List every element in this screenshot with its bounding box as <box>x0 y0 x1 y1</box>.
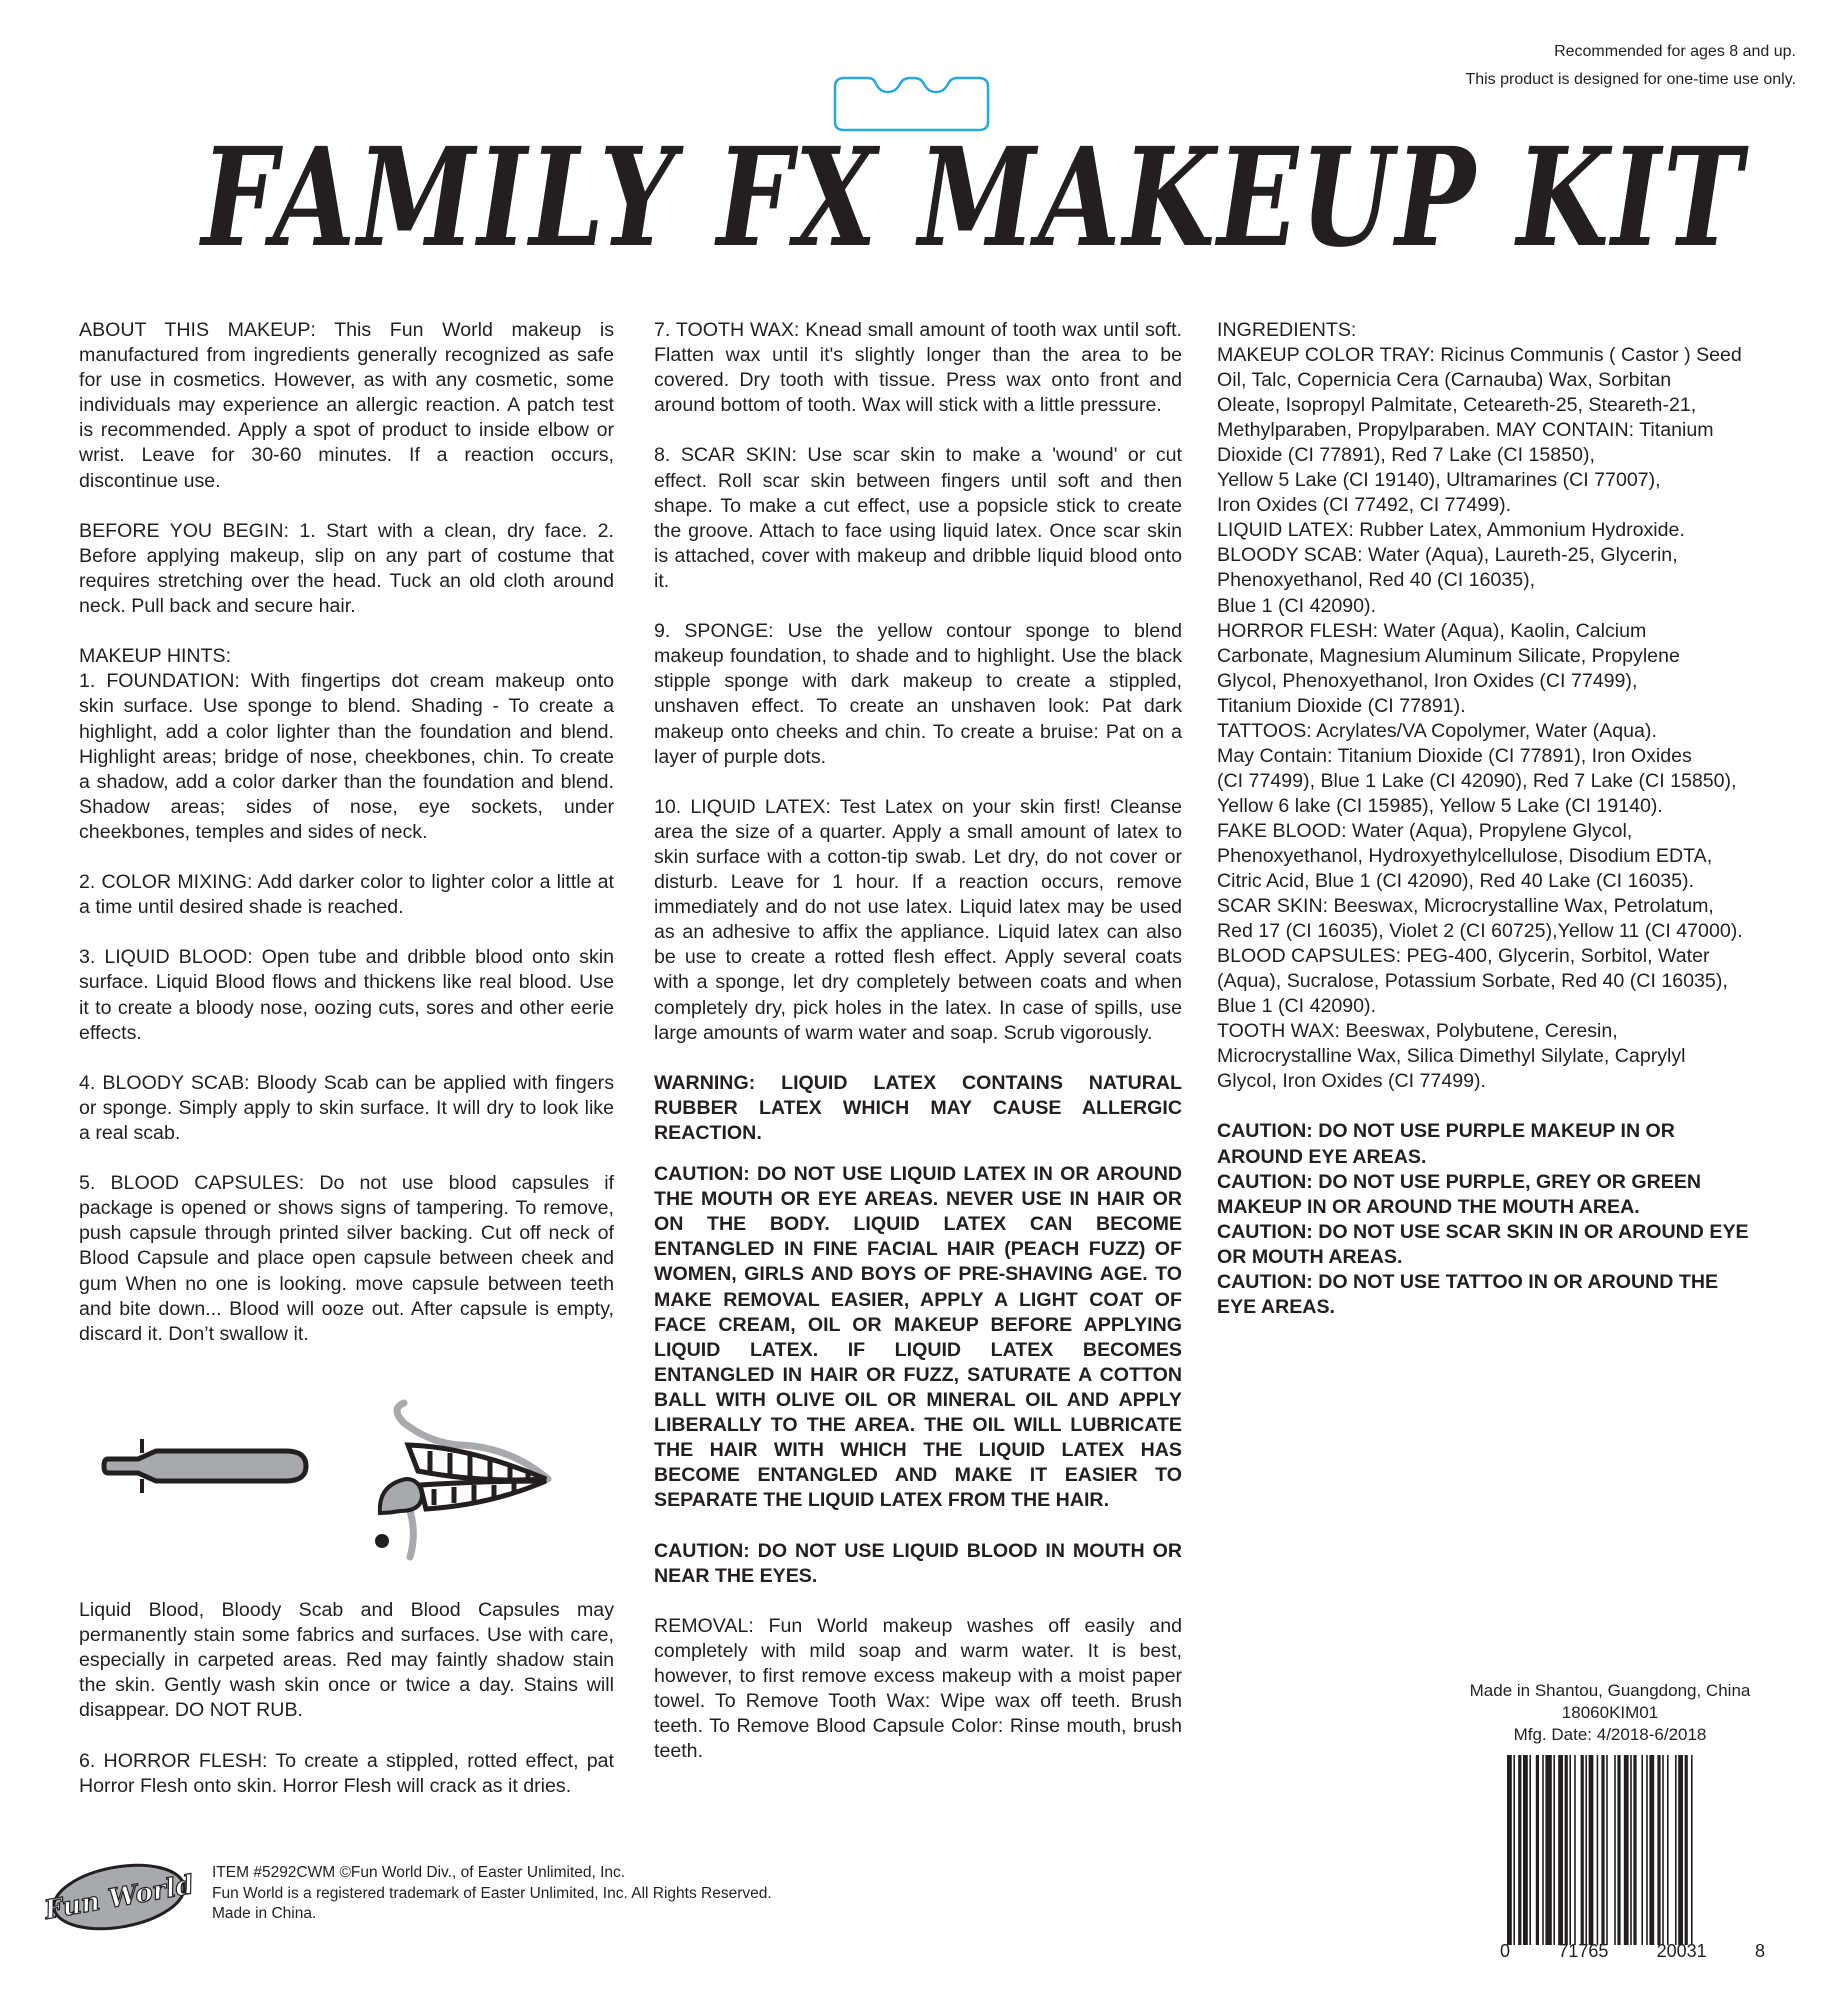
mouth-biting-capsule-icon <box>360 1395 560 1565</box>
ingredient-line: Methylparaben, Propylparaben. MAY CONTAIN: Titanium <box>1217 419 1714 442</box>
ingredient-line: HORROR FLESH: Water (Aqua), Kaolin, Calcium <box>1217 619 1647 642</box>
barcode-bar <box>1624 1755 1629 1945</box>
latex-caution: CAUTION: DO NOT USE LIQUID LATEX IN OR AROUND THE MOUTH OR EYE AREAS. NEVER USE IN HAIR OR ON THE BODY. LIQUID LATEX CAN BECOME ENTANGLED IN FINE FACIAL HAIR (PEACH FUZZ) OF WOMEN, GIRLS AND BOYS OF PRE-SHAVING AGE. TO MAKE REMOVAL EASIER, APPLY A LIGHT COAT OF FACE CREAM, OIL OR MAKEUP BEFORE APPLYING LIQUID LATEX. IF LIQUID LATEX BECOMES ENTANGLED IN HAIR OR FUZZ, SATURATE A COTTON BALL WITH OLIVE OIL OR MINERAL OIL AND APPLY LIBERALLY TO THE AREA. THE OIL WILL LUBRICATE THE HAIR WITH WHICH THE LIQUID LATEX HAS BECOME ENTANGLED AND MAKE IT EASIER TO SEPARATE THE LIQUID LATEX FROM THE HAIR. <box>654 1163 1182 1512</box>
barcode-bar <box>1513 1755 1515 1945</box>
makeup-hints-heading: MAKEUP HINTS: <box>79 645 232 668</box>
barcode-bar <box>1507 1755 1512 1945</box>
barcode-bar <box>1565 1755 1568 1945</box>
barcode-bar <box>1641 1755 1643 1945</box>
barcode-bar <box>1678 1755 1683 1945</box>
ingredient-line: MAKEUP COLOR TRAY: Ricinus Communis ( Castor ) Seed <box>1217 344 1742 367</box>
ingredients-list <box>1217 343 1752 1094</box>
ingredient-line: Blue 1 (CI 42090). <box>1217 995 1377 1018</box>
ingredient-line: Yellow 6 lake (CI 15985), Yellow 5 Lake (CI 19140). <box>1217 794 1663 817</box>
caution-block <box>1217 1119 1752 1319</box>
ingredient-line: Red 17 (CI 16035), Violet 2 (CI 60725),Yellow 11 (CI 47000). <box>1217 920 1743 943</box>
barcode-bar <box>1597 1755 1599 1945</box>
fun-world-logo <box>42 1862 197 1932</box>
foundation-paragraph: 1. FOUNDATION: With fingertips dot cream makeup onto skin surface. Use sponge to blend. Shading - To create a highlight, add a color lighter than the foundation and blend. Highlight areas; bridge of nose, cheekbones, chin. To create a shadow, add a color darker than the foundation and blend. Shadow areas; sides of nose, eye sockets, under cheekbones, temples and sides of neck. <box>79 670 614 843</box>
item-number-line: ITEM #5292CWM ©Fun World Div., of Easter Unlimited, Inc. <box>212 1864 626 1881</box>
ingredient-line: Microcrystalline Wax, Silica Dimethyl Silylate, Caprylyl <box>1217 1045 1686 1068</box>
trademark-line: Fun World is a registered trademark of Easter Unlimited, Inc. All Rights Reserved. <box>212 1884 772 1902</box>
barcode-bar <box>1675 1755 1677 1945</box>
barcode-bar <box>1630 1755 1632 1945</box>
ingredient-line: LIQUID LATEX: Rubber Latex, Ammonium Hydroxide. <box>1217 519 1685 542</box>
ingredient-line: TOOTH WAX: Beeswax, Polybutene, Ceresin, <box>1217 1020 1618 1043</box>
lot-code: 18060KIM01 <box>1561 1703 1659 1722</box>
barcode-bar <box>1691 1755 1693 1945</box>
blood-capsules-paragraph: 5. BLOOD CAPSULES: Do not use blood capsules if package is opened or shows signs of tampering. To remove, push capsule through printed silver backing. Cut off neck of Blood Capsule and place open capsule between cheek and gum When no one is looking. move capsule between teeth and bite down... Blood will ooze out. After capsule is empty, discard it. Don’t swallow it. <box>79 1172 614 1345</box>
instructions-column-1 <box>79 318 614 1372</box>
about-paragraph: ABOUT THIS MAKEUP: This Fun World makeup is manufactured from ingredients generally recognized as safe for use in cosmetics. However, as with any cosmetic, some individuals may experience an allergic reaction. A patch test is recommended. Apply a spot of product to inside elbow or wrist. Leave for 30-60 minutes. If a reaction occurs, discontinue use. <box>79 319 614 492</box>
barcode-bar <box>1649 1755 1654 1945</box>
removal-paragraph: REMOVAL: Fun World makeup washes off easily and completely with mild soap and warm water. It is best, however, to first remove excess makeup with a moist paper towel. To Remove Tooth Wax: Wipe wax off teeth. Brush teeth. To Remove Blood Capsule Color: Rinse mouth, brush teeth. <box>654 1614 1182 1763</box>
barcode-bar <box>1685 1755 1688 1945</box>
ingredient-line: Iron Oxides (CI 77492, CI 77499). <box>1217 494 1512 517</box>
ingredient-line: Yellow 5 Lake (CI 19140), Ultramarines (CI 77007), <box>1217 469 1661 492</box>
ingredient-line: Carbonate, Magnesium Aluminum Silicate, Propylene <box>1217 644 1680 667</box>
barcode-bar <box>1585 1755 1587 1945</box>
liquid-blood-caution: CAUTION: DO NOT USE LIQUID BLOOD IN MOUTH OR NEAR THE EYES. <box>654 1539 1182 1587</box>
page-title: FAMILY FX MAKEUP KIT <box>201 118 1745 278</box>
barcode-bar <box>1617 1755 1620 1945</box>
barcode-digit-group: 0 <box>1500 1941 1511 1961</box>
barcode-bar <box>1558 1755 1563 1945</box>
caution-tattoo: CAUTION: DO NOT USE TATTOO IN OR AROUND THE EYE AREAS. <box>1217 1270 1719 1318</box>
barcode-digit-group: 71765 <box>1558 1941 1609 1961</box>
ingredient-line: BLOODY SCAB: Water (Aqua), Laureth-25, Glycerin, <box>1217 544 1678 567</box>
ingredient-line: FAKE BLOOD: Water (Aqua), Propylene Glycol, <box>1217 819 1633 842</box>
ingredient-line: SCAR SKIN: Beeswax, Microcrystalline Wax, Petrolatum, <box>1217 895 1714 918</box>
barcode-bar <box>1581 1755 1584 1945</box>
barcode-bar <box>1553 1755 1555 1945</box>
ingredient-line: (Aqua), Sucralose, Potassium Sorbate, Red 40 (CI 16035), <box>1217 970 1728 993</box>
instructions-column-1-lower <box>79 1598 614 1824</box>
barcode-digits <box>1500 1941 1765 1962</box>
barcode-bar <box>1657 1755 1660 1945</box>
top-notes <box>1196 38 1796 94</box>
use-note: This product is designed for one-time use only. <box>1465 71 1796 88</box>
barcode-bar <box>1574 1755 1576 1945</box>
barcode-bar <box>1667 1755 1669 1945</box>
ingredient-line: (CI 77499), Blue 1 Lake (CI 42090), Red 7 Lake (CI 15850), <box>1217 769 1737 792</box>
made-in-text: Made in Shantou, Guangdong, China <box>1469 1681 1751 1700</box>
mfg-date: Mfg. Date: 4/2018-6/2018 <box>1513 1725 1707 1744</box>
ingredient-line: May Contain: Titanium Dioxide (CI 77891), Iron Oxides <box>1217 744 1692 767</box>
ingredient-line: Glycol, Phenoxyethanol, Iron Oxides (CI 77499), <box>1217 669 1638 692</box>
ingredient-line: Phenoxyethanol, Red 40 (CI 16035), <box>1217 569 1536 592</box>
ingredients-column <box>1217 318 1752 1320</box>
barcode <box>1505 1755 1755 1945</box>
horror-flesh-paragraph: 6. HORROR FLESH: To create a stippled, rotted effect, pat Horror Flesh onto skin. Horror Flesh will crack as it dries. <box>79 1749 614 1797</box>
ingredient-line: Dioxide (CI 77891), Red 7 Lake (CI 15850), <box>1217 444 1595 467</box>
barcode-digit-group: 20031 <box>1656 1941 1707 1961</box>
barcode-bar <box>1542 1755 1544 1945</box>
logo-text: Fun World <box>42 1870 197 1926</box>
barcode-bar <box>1518 1755 1521 1945</box>
made-in-china-line: Made in China. <box>212 1905 317 1922</box>
ingredient-line: Oil, Talc, Copernicia Cera (Carnauba) Wax, Sorbitan <box>1217 369 1672 392</box>
barcode-bar <box>1569 1755 1571 1945</box>
color-mixing-paragraph: 2. COLOR MIXING: Add darker color to lighter color a little at a time until desired shade is reached. <box>79 871 614 919</box>
ingredient-line: Phenoxyethanol, Hydroxyethylcellulose, Disodium EDTA, <box>1217 844 1713 867</box>
stain-warning-paragraph: Liquid Blood, Bloody Scab and Blood Capsules may permanently stain some fabrics and surfaces. Use with care, especially in carpeted areas. Red may faintly shadow stain the skin. Gently wash skin once or twice a day. Stains will disappear. DO NOT RUB. <box>79 1599 614 1722</box>
barcode-bar <box>1601 1755 1604 1945</box>
tooth-wax-paragraph: 7. TOOTH WAX: Knead small amount of tooth wax until soft. Flatten wax until it's slightly longer than the area to be covered. Dry tooth with tissue. Press wax onto front and around bottom of tooth. Wax will stick with a little pressure. <box>654 319 1182 417</box>
barcode-bar <box>1529 1755 1531 1945</box>
ingredient-line: Citric Acid, Blue 1 (CI 42090), Red 40 Lake (CI 16035). <box>1217 870 1695 893</box>
ingredient-line: TATTOOS: Acrylates/VA Copolymer, Water (Aqua). <box>1217 719 1657 742</box>
ingredient-line: Oleate, Isopropyl Palmitate, Ceteareth-25, Steareth-21, <box>1217 394 1697 417</box>
barcode-digit-group: 8 <box>1754 1941 1765 1961</box>
barcode-bar <box>1536 1755 1539 1945</box>
ingredient-line: Glycol, Iron Oxides (CI 77499). <box>1217 1070 1486 1093</box>
blood-capsule-icon <box>100 1425 320 1505</box>
scar-skin-paragraph: 8. SCAR SKIN: Use scar skin to make a 'wound' or cut effect. Roll scar skin between fingers until soft and then shape. To make a cut effect, use a popsicle stick to create the groove. Attach to face using liquid latex. Once scar skin is attached, cover with makeup and dribble liquid blood onto it. <box>654 444 1182 592</box>
barcode-bar <box>1545 1755 1551 1945</box>
sponge-paragraph: 9. SPONGE: Use the yellow contour sponge to blend makeup foundation, to shade and to highlight. Use the black stipple sponge with dark makeup to create a stippled, unshaven effect. To create an unshaven look: Pat dark makeup onto cheeks and chin. To create a bruise: Pat on a layer of purple dots. <box>654 620 1182 768</box>
before-you-begin-paragraph: BEFORE YOU BEGIN: 1. Start with a clean, dry face. 2. Before applying makeup, slip on any part of costume that requires stretching over the head. Tuck an old cloth around neck. Pull back and secure hair. <box>79 519 614 618</box>
ingredient-line: BLOOD CAPSULES: PEG-400, Glycerin, Sorbitol, Water <box>1217 945 1710 968</box>
caution-purple-eye: CAUTION: DO NOT USE PURPLE MAKEUP IN OR AROUND EYE AREAS. <box>1217 1120 1675 1168</box>
age-note: Recommended for ages 8 and up. <box>1554 43 1796 60</box>
bloody-scab-paragraph: 4. BLOODY SCAB: Bloody Scab can be applied with fingers or sponge. Simply apply to skin surface. It will dry to look like a real scab. <box>79 1071 614 1144</box>
barcode-bar <box>1662 1755 1664 1945</box>
barcode-bar <box>1614 1755 1616 1945</box>
barcode-bar <box>1523 1755 1528 1945</box>
ingredients-heading: INGREDIENTS: <box>1217 319 1357 341</box>
barcode-bar <box>1646 1755 1648 1945</box>
legal-info <box>212 1863 912 1925</box>
latex-warning: WARNING: LIQUID LATEX CONTAINS NATURAL RUBBER LATEX WHICH MAY CAUSE ALLERGIC REACTION. <box>654 1071 1182 1144</box>
ingredient-line: Titanium Dioxide (CI 77891). <box>1217 694 1466 717</box>
instructions-column-2 <box>654 318 1182 1789</box>
barcode-bar <box>1633 1755 1636 1945</box>
ingredient-line: Blue 1 (CI 42090). <box>1217 594 1377 617</box>
barcode-bar <box>1589 1755 1594 1945</box>
caution-mouth-colors: CAUTION: DO NOT USE PURPLE, GREY OR GREEN MAKEUP IN OR AROUND THE MOUTH AREA. <box>1217 1170 1702 1218</box>
liquid-latex-paragraph: 10. LIQUID LATEX: Test Latex on your skin first! Cleanse area the size of a quarter. Apply a small amount of latex to skin surface with a cotton-tip swab. Let dry, do not cover or disturb. Leave for 1 hour. If a reaction occurs, remove immediately and do not use latex. Liquid latex may be used as an adhesive to affix the appliance. Liquid latex can also be use to create a rotted flesh effect. Apply several coats with a sponge, let dry completely between coats and when completely dry, pick holes in the latex. In case of spills, use large amounts of warm water and soap. Scrub vigorously. <box>654 795 1182 1044</box>
caution-scar-skin: CAUTION: DO NOT USE SCAR SKIN IN OR AROUND EYE OR MOUTH AREAS. <box>1217 1220 1749 1268</box>
liquid-blood-paragraph: 3. LIQUID BLOOD: Open tube and dribble blood onto skin surface. Liquid Blood flows and thickens like real blood. Use it to create a bloody nose, oozing cuts, sores and other eerie effects. <box>79 946 614 1044</box>
manufacturing-info <box>1460 1680 1760 1746</box>
barcode-bar <box>1606 1755 1608 1945</box>
